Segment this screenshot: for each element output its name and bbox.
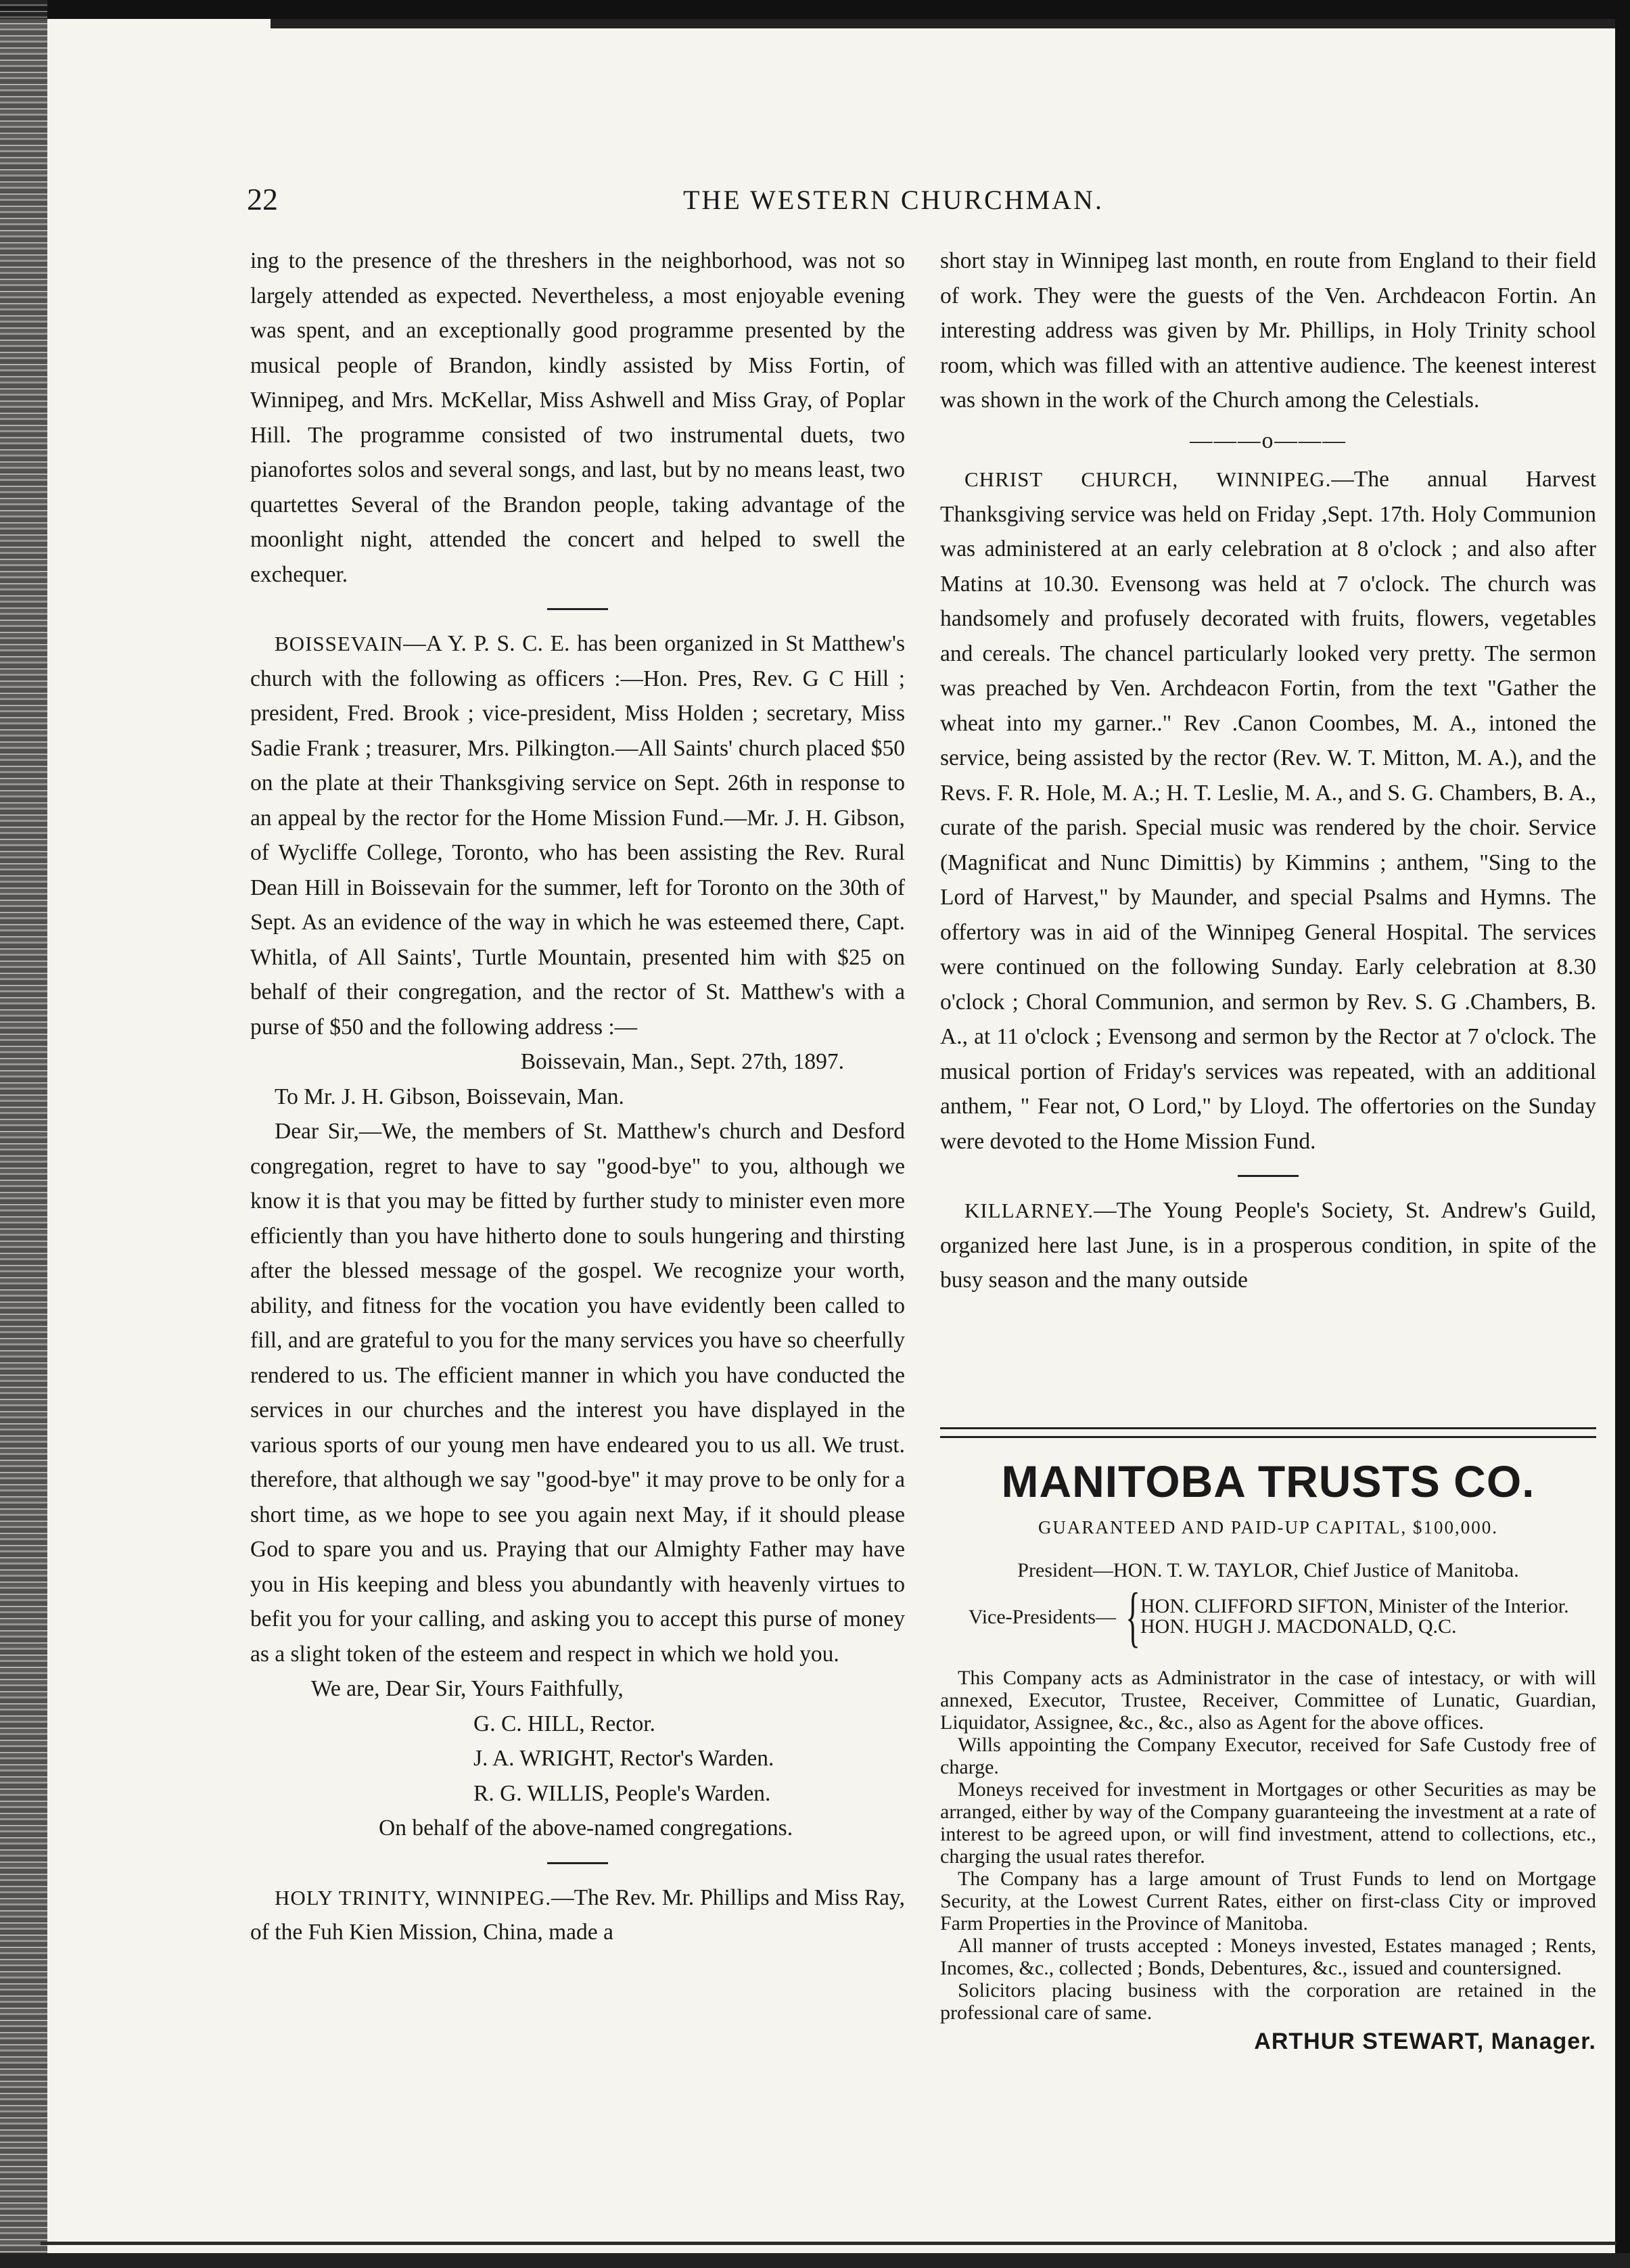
christ-church-text: —The annual Harvest Thanksgiving service was held on Friday ,Sept. 17th. Holy Communion was administered at an early celebration at 8 o'clock ; and also after Matins at 10.30. Evensong was held at 7 o'clock. The church was handsomely and profusely decorated with fruits, flowers, vegetables and cereals. The chancel particularly looked very pretty. The sermon was preached by Ven. Archdeacon Fortin, from the text "Gather the wheat into my garner.." Rev .Canon Coombes, M. A., intoned the service, being assisted by the rector (Rev. W. T. Mitton, M. A.), and the Revs. F. R. Hole, M. A.; H. T. Leslie, M. A., and S. G. Chambers, B. A., curate of the parish. Special music was rendered by the choir. Service (Magnificat and Nunc Dimittis) by Kimmins ; anthem, "Sing to the Lord of Harvest," by Maunder, and special Psalms and Hymns. The offertory was in aid of the Winnipeg General Hospital. The services were continued on the following Sunday. Early celebration at 8.30 o'clock ; Choral Communion, and sermon by Rev. S. G .Chambers, B. A., at 11 o'clock ; Evensong and sermon by the Rector at 7 o'clock. The musical portion of Friday's services was repeated, with an additional anthem, " Fear not, O Lord," by Lloyd. The offertories on the Sunday were devoted to the Home Mission Fund. <box>940 467 1596 1154</box>
ad-paragraph-moneys: Moneys received for investment in Mortgages or other Securities as may be arranged, either by way of the Company guaranteeing the investment at a rate of interest to be agreed upon, or will find investment, attend to collections, etc., charging the usual rates therefor. <box>940 1778 1596 1868</box>
letter-behalf-line: On behalf of the above-named congregations. <box>379 1815 793 1841</box>
letter-body: Dear Sir,—We, the members of St. Matthew's church and Desford congregation, regret to have to say "good-bye" to you, although we know it is that you may be fitted by further study to minister even more efficiently than you have hitherto done to souls hungering and thirsting after the blessed message of the gospel. We recognize your worth, ability, and fitness for the vocation you have evidently been called to fill, and are grateful to you for the many services you have so cheerfully rendered to us. The efficient manner in which you have conducted the services in our churches and the interest you have displayed in the various sports of our young men have endeared you to us all. We trust. therefore, that although we say "good-bye" it may prove to be only for a short time, as we hope to see you again next May, if it should please God to spare you and us. Praying that our Almighty Father may have you in His keeping and bless you abundantly with heavenly virtues to befit you for your calling, and asking you to accept this purse of money as a slight token of the esteem and respect in which we hold you. <box>250 1119 905 1667</box>
signature-peoples-warden: R. G. WILLIS, People's Warden. <box>473 1780 771 1806</box>
scan-top-shadow <box>271 19 1630 28</box>
ad-vice-presidents <box>940 1579 1596 1654</box>
section-separator: ———o——— <box>1190 427 1347 453</box>
ad-manager: ARTHUR STEWART, Manager. <box>1254 2029 1596 2054</box>
scan-right-border <box>1615 0 1630 2268</box>
section-rule <box>1238 1175 1299 1177</box>
vp-list <box>1140 1596 1569 1637</box>
ad-double-rule <box>940 1427 1596 1438</box>
ad-title: MANITOBA TRUSTS CO. <box>1001 1456 1535 1506</box>
ad-body <box>940 1667 1596 2024</box>
vice-president-1: HON. CLIFFORD SIFTON, Minister of the Interior. <box>1140 1595 1569 1617</box>
running-head: THE WESTERN CHURCHMAN. <box>683 185 1104 215</box>
phillips-continuation: short stay in Winnipeg last month, en route from England to their field of work. They were the guests of the Ven. Archdeacon Fortin. An interesting address was given by Mr. Phillips, in Holy Trinity school room, which was filled with an attentive audience. The keenest interest was shown in the work of the Church among the Celestials. <box>940 248 1596 413</box>
ad-paragraph-trusts: All manner of trusts accepted : Moneys invested, Estates managed ; Rents, Incomes, &c., collected ; Bonds, Debentures, &c., issued and countersigned. <box>940 1935 1596 1979</box>
holy-trinity-paragraph <box>250 1880 905 1950</box>
signature-rector: G. C. HILL, Rector. <box>473 1711 655 1736</box>
letter-closing: We are, Dear Sir, Yours Faithfully, <box>311 1676 624 1701</box>
ad-paragraph-solicitors: Solicitors placing business with the corporation are retained in the professional care of same. <box>940 1979 1596 2024</box>
page-number: 22 <box>247 182 278 216</box>
left-column <box>250 244 905 1950</box>
christ-church-paragraph <box>940 462 1596 1159</box>
letter-dateline: Boissevain, Man., Sept. 27th, 1897. <box>520 1049 844 1074</box>
right-column <box>940 244 1596 1298</box>
scan-top-border <box>0 0 1630 19</box>
section-rule <box>547 1862 608 1864</box>
scan-left-edge <box>0 0 47 2268</box>
boissevain-text: —A Y. P. S. C. E. has been organized in St Matthew's church with the following as officers :—Hon. Pres, Rev. G C Hill ; president, Fred. Brook ; vice-president, Miss Holden ; secretary, Miss Sadie Frank ; treasurer, Mrs. Pilkington.—All Saints' church placed $50 on the plate at their Thanksgiving service on Sept. 26th in response to an appeal by the rector for the Home Mission Fund.—Mr. J. H. Gibson, of Wycliffe College, Toronto, who has been assisting the Rev. Rural Dean Hill in Boissevain for the summer, left for Toronto on the 30th of Sept. As an evidence of the way in which he was esteemed there, Capt. Whitla, of All Saints', Turtle Mountain, presented him with $25 on behalf of their congregation, and the rector of St. Matthew's with a purse of $50 and the following address :— <box>250 631 905 1040</box>
threshers-paragraph: ing to the presence of the threshers in the neighborhood, was not so largely attended as expected. Nevertheless, a most enjoyable evening was spent, and an exceptionally good programme presented by the musical people of Brandon, kindly assisted by Miss Fortin, of Winnipeg, and Mrs. McKellar, Miss Ashwell and Miss Gray, of Poplar Hill. The programme consisted of two instrumental duets, two pianofortes solos and several songs, and last, but by no means least, two quartettes Several of the Brandon people, taking advantage of the moonlight night, attended the concert and helped to swell the exchequer. <box>250 248 905 587</box>
signature-rectors-warden: J. A. WRIGHT, Rector's Warden. <box>473 1746 774 1771</box>
boissevain-heading: BOISSEVAIN <box>275 632 404 655</box>
section-rule <box>547 608 608 610</box>
vp-label: Vice-Presidents— <box>968 1605 1116 1628</box>
killarney-heading: KILLARNEY. <box>964 1199 1094 1222</box>
killarney-text: —The Young People's Society, St. Andrew's Guild, organized here last June, is in a prosperous condition, in spite of the busy season and the many outside <box>940 1198 1596 1293</box>
boissevain-paragraph <box>250 626 905 1044</box>
scan-bottom-rule <box>41 2242 1616 2245</box>
killarney-paragraph <box>940 1193 1596 1298</box>
curly-brace-icon: { <box>1125 1579 1140 1654</box>
letter-addressee: To Mr. J. H. Gibson, Boissevain, Man. <box>275 1084 624 1109</box>
ad-paragraph-wills: Wills appointing the Company Executor, received for Safe Custody free of charge. <box>940 1734 1596 1778</box>
holy-trinity-text: —The Rev. Mr. Phillips and Miss Ray, of the Fuh Kien Mission, China, made a <box>250 1884 906 1945</box>
ad-paragraph-trust-funds: The Company has a large amount of Trust Funds to lend on Mortgage Security, at the Lowest Current Rates, either on first-class City or improved Farm Properties in the Province of Manitoba. <box>940 1868 1596 1935</box>
vice-president-2: HON. HUGH J. MACDONALD, Q.C. <box>1140 1615 1457 1638</box>
holy-trinity-heading: HOLY TRINITY, WINNIPEG. <box>275 1885 552 1910</box>
ad-capital-line: GUARANTEED AND PAID-UP CAPITAL, $100,000. <box>1038 1517 1499 1537</box>
scan-bottom-border <box>0 2253 1630 2268</box>
manitoba-trusts-advertisement <box>940 1427 1596 2053</box>
ad-president: President—HON. T. W. TAYLOR, Chief Justice of Manitoba. <box>1017 1559 1519 1581</box>
christ-church-heading: CHRIST CHURCH, WINNIPEG. <box>964 467 1332 491</box>
ad-paragraph-administrator: This Company acts as Administrator in the case of intestacy, or with will annexed, Executor, Trustee, Receiver, Committee of Lunatic, Guardian, Liquidator, Assignee, &c., &c., also as Agent for the above offices. <box>940 1667 1596 1734</box>
